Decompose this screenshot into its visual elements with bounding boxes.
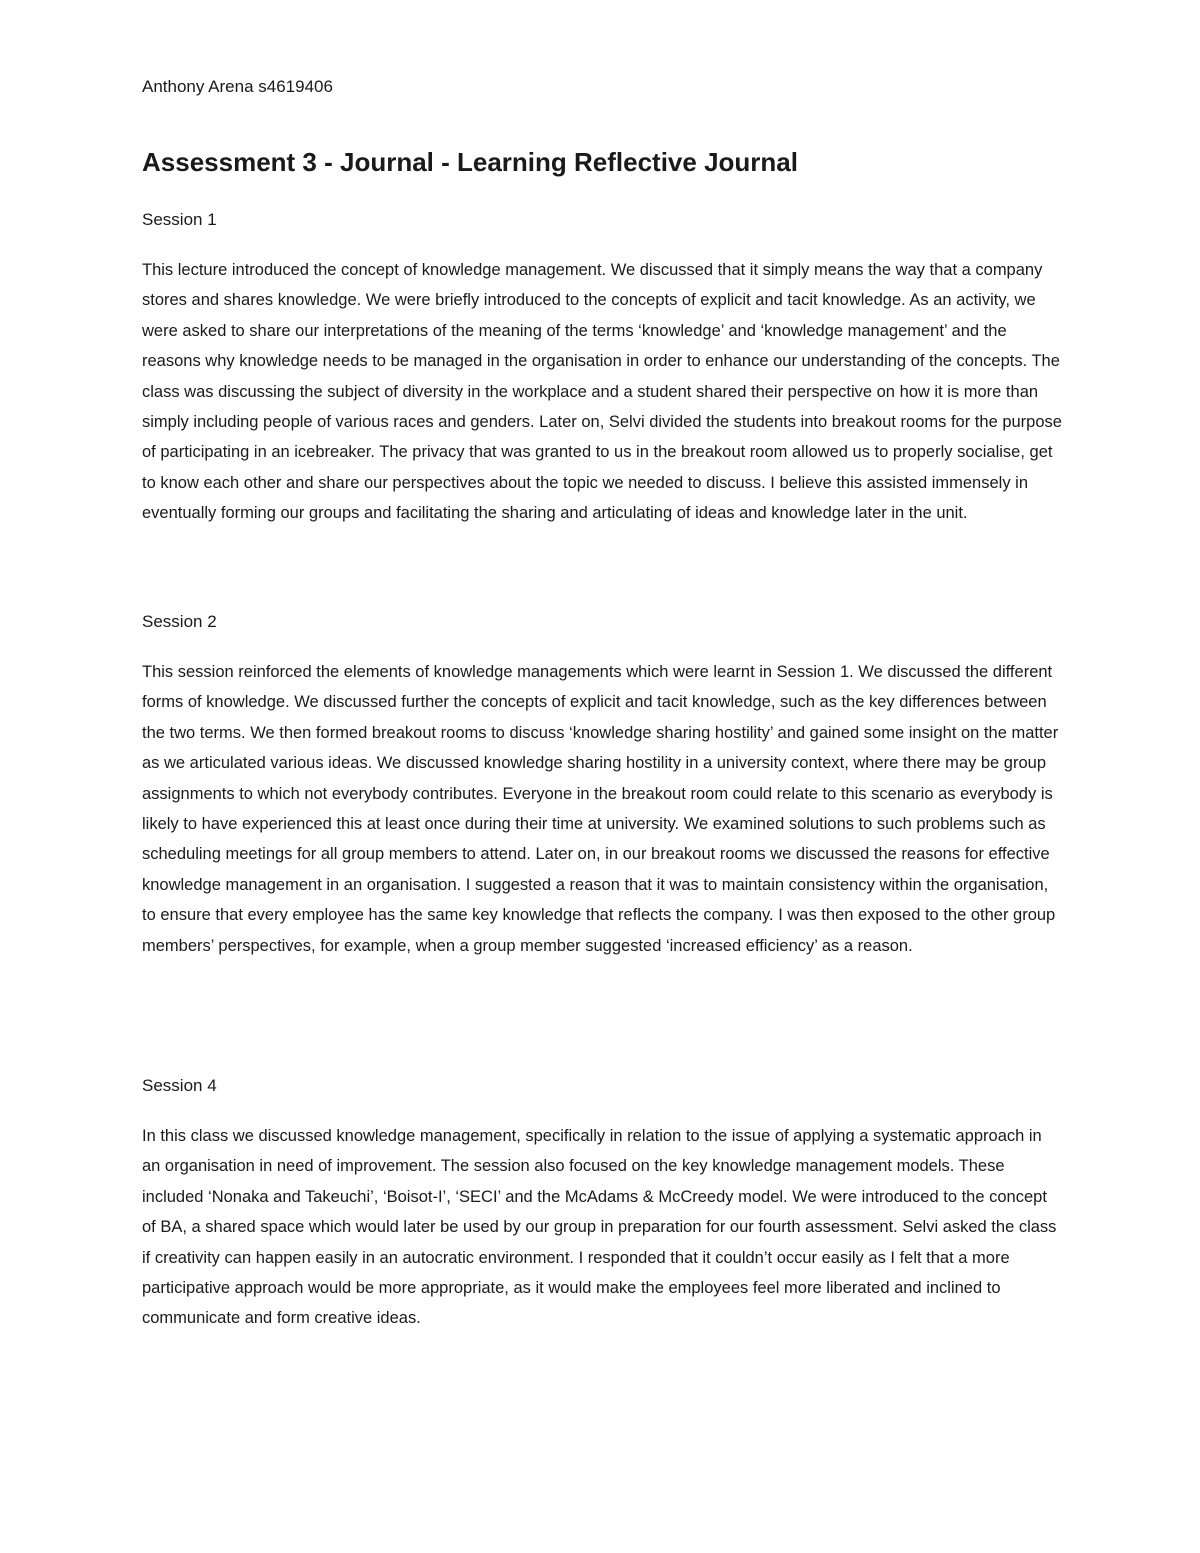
session-4-heading: Session 4 [142, 1076, 217, 1095]
session-2-body: This session reinforced the elements of knowledge managements which were learnt in Session 1. We discussed the different forms of knowledge. We discussed further the concepts of explicit and tacit knowledge, such as the key differences between the two terms. We then formed breakout rooms to discuss ‘knowledge sharing hostility’ and gained some insight on the matter as we articulated various ideas. We discussed knowledge sharing hostility in a university context, where there may be group assignments to which not everybody contributes. Everyone in the breakout room could relate to this scenario as everybody is likely to have experienced this at least once during their time at university. We examined solutions to such problems such as scheduling meetings for all group members to attend. Later on, in our breakout rooms we discussed the reasons for effective knowledge management in an organisation. I suggested a reason that it was to maintain consistency within the organisation, to ensure that every employee has the same key knowledge that reflects the company. I was then exposed to the other group members’ perspectives, for example, when a group member suggested ‘increased efficiency’ as a reason. [142, 663, 1059, 955]
session-4-body: In this class we discussed knowledge management, specifically in relation to the issue of applying a systematic approach in an organisation in need of improvement. The session also focused on the key knowledge management models. These included ‘Nonaka and Takeuchi’, ‘Boisot-I’, ‘SECI’ and the McAdams & McCreedy model. We were introduced to the concept of BA, a shared space which would later be used by our group in preparation for our fourth assessment. Selvi asked the class if creativity can happen easily in an autocratic environment. I responded that it couldn’t occur easily as I felt that a more participative approach would be more appropriate, as it would make the employees feel more liberated and inclined to communicate and form creative ideas. [142, 1127, 1057, 1328]
page-title: Assessment 3 - Journal - Learning Reflective Journal [142, 147, 798, 177]
author-line: Anthony Arena s4619406 [142, 77, 333, 96]
session-1-section [142, 207, 1062, 529]
session-1-heading: Session 1 [142, 210, 217, 229]
session-1-body: This lecture introduced the concept of knowledge management. We discussed that it simply means the way that a company stores and shares knowledge. We were briefly introduced to the concepts of explicit and tacit knowledge. As an activity, we were asked to share our interpretations of the meaning of the terms ‘knowledge’ and ‘knowledge management’ and the reasons why knowledge needs to be managed in the organisation in order to enhance our understanding of the concepts. The class was discussing the subject of diversity in the workplace and a student shared their perspective on how it is more than simply including people of various races and genders. Later on, Selvi divided the students into breakout rooms for the purpose of participating in an icebreaker. The privacy that was granted to us in the breakout room allowed us to properly socialise, get to know each other and share our perspectives about the topic we needed to discuss. I believe this assisted immensely in eventually forming our groups and facilitating the sharing and articulating of ideas and knowledge later in the unit. [142, 261, 1062, 523]
session-4-section [142, 1073, 1062, 1334]
session-2-heading: Session 2 [142, 612, 217, 631]
session-2-section [142, 609, 1062, 961]
